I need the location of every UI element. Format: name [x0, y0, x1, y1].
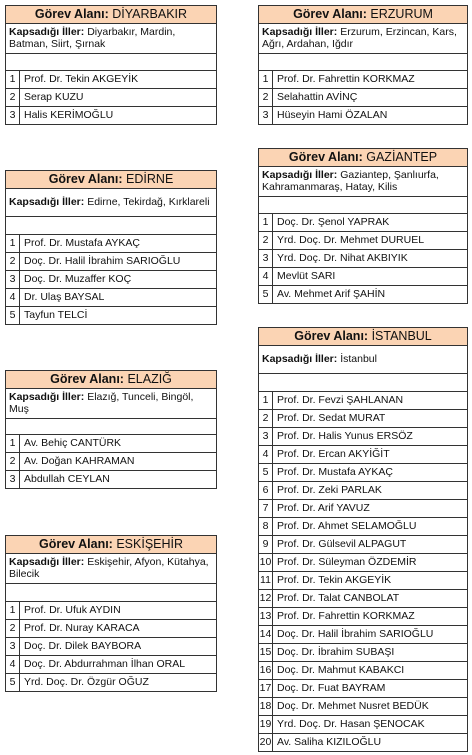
member-list [259, 71, 467, 124]
region-header: Görev Alanı: ESKİŞEHİR [6, 536, 216, 554]
member-name: Hüseyin Hami ÖZALAN [277, 109, 388, 121]
spacer-row [6, 217, 216, 235]
member-number: 13 [259, 608, 273, 625]
member-row [259, 626, 467, 644]
member-row [259, 71, 467, 89]
member-row [259, 446, 467, 464]
member-name: Doç. Dr. Halil İbrahim SARIOĞLU [277, 628, 434, 640]
member-name: Doç. Dr. Mahmut KABAKCI [277, 664, 405, 676]
member-number: 9 [259, 536, 273, 553]
member-number: 1 [259, 392, 273, 409]
member-number: 1 [6, 602, 20, 619]
provinces-list: Eskişehir, Afyon, Kütahya, Bilecik [9, 556, 209, 580]
member-number: 14 [259, 626, 273, 643]
member-row [259, 428, 467, 446]
member-row [6, 289, 216, 307]
region-box-istanbul [258, 327, 468, 752]
member-name: Prof. Dr. Süleyman ÖZDEMİR [277, 556, 417, 568]
member-number: 3 [259, 250, 273, 267]
member-number: 3 [6, 107, 20, 124]
region-header: Görev Alanı: GAZİANTEP [259, 149, 467, 167]
member-name: Yrd. Doç. Dr. Nihat AKBIYIK [277, 252, 408, 264]
member-number: 4 [6, 656, 20, 673]
region-header: Görev Alanı: DİYARBAKIR [6, 6, 216, 24]
member-number: 3 [6, 471, 20, 488]
member-name: Selahattin AVİNÇ [277, 91, 358, 103]
member-row [259, 89, 467, 107]
member-number: 2 [6, 89, 20, 106]
member-number: 10 [259, 554, 273, 571]
member-row [6, 107, 216, 124]
member-name: Prof. Dr. Ercan AKYİĞİT [277, 448, 390, 460]
provinces-list: Edirne, Tekirdağ, Kırklareli [87, 196, 210, 208]
member-number: 2 [259, 410, 273, 427]
member-number: 1 [6, 435, 20, 452]
member-row [6, 674, 216, 691]
member-row [6, 253, 216, 271]
region-title: İSTANBUL [371, 329, 432, 343]
region-box-gaziantep [258, 148, 468, 304]
member-number: 2 [6, 253, 20, 270]
provinces-list: Erzurum, Erzincan, Kars, Ağrı, Ardahan, Iğdır [262, 26, 457, 50]
member-list [6, 71, 216, 124]
member-number: 3 [6, 271, 20, 288]
provinces-list: Elazığ, Tunceli, Bingöl, Muş [9, 391, 194, 415]
member-name: Doç. Dr. Abdurrahman İlhan ORAL [24, 658, 186, 670]
member-number: 2 [259, 89, 273, 106]
member-name: Av. Mehmet Arif ŞAHİN [277, 288, 386, 300]
member-row [6, 307, 216, 324]
provinces-list: Diyarbakır, Mardin, Batman, Siirt, Şırnak [9, 26, 176, 50]
region-box-edirne [5, 170, 217, 325]
member-name: Doç. Dr. Fuat BAYRAM [277, 682, 386, 694]
provinces-list: İstanbul [340, 353, 377, 365]
member-row [259, 608, 467, 626]
spacer-row [6, 419, 216, 435]
region-title: ESKİŞEHİR [116, 537, 184, 551]
member-number: 5 [6, 674, 20, 691]
member-name: Prof. Dr. Mustafa AYKAÇ [24, 237, 140, 249]
spacer-row [259, 374, 467, 392]
member-row [259, 464, 467, 482]
member-name: Doç. Dr. Halil İbrahim SARIOĞLU [24, 255, 181, 267]
member-row [6, 620, 216, 638]
region-header: Görev Alanı: İSTANBUL [259, 328, 467, 346]
member-name: Doç. Dr. Dilek BAYBORA [24, 640, 142, 652]
member-number: 4 [6, 289, 20, 306]
member-number: 4 [259, 268, 273, 285]
region-title: ELAZIĞ [127, 372, 172, 386]
region-header: Görev Alanı: ELAZIĞ [6, 371, 216, 389]
member-name: Mevlüt SARI [277, 270, 336, 282]
region-title: DİYARBAKIR [112, 7, 188, 21]
member-name: Abdullah CEYLAN [24, 473, 110, 485]
provinces-list: Gaziantep, Şanlıurfa, Kahramanmaraş, Hatay, Kilis [262, 169, 439, 193]
member-name: Yrd. Doç. Dr. Mehmet DURUEL [277, 234, 425, 246]
member-number: 18 [259, 698, 273, 715]
member-name: Av. Behiç CANTÜRK [24, 437, 122, 449]
region-box-erzurum [258, 5, 468, 125]
member-name: Prof. Dr. Fahrettin KORKMAZ [277, 73, 415, 85]
member-row [259, 214, 467, 232]
provinces-cell: Kapsadığı İller: Diyarbakır, Mardin, Batman, Siirt, Şırnak [6, 24, 216, 54]
region-title: GAZİANTEP [366, 150, 438, 164]
member-number: 2 [259, 232, 273, 249]
member-list [6, 602, 216, 691]
region-title: EDİRNE [126, 172, 174, 186]
member-name: Av. Saliha KIZILOĞLU [277, 736, 382, 748]
region-box-diyarbakir [5, 5, 217, 125]
member-row [259, 680, 467, 698]
region-header: Görev Alanı: EDİRNE [6, 171, 216, 189]
member-row [259, 572, 467, 590]
member-number: 1 [6, 235, 20, 252]
member-row [259, 250, 467, 268]
member-number: 5 [6, 307, 20, 324]
member-row [259, 232, 467, 250]
member-name: Prof. Dr. Tekin AKGEYİK [277, 574, 392, 586]
member-row [259, 392, 467, 410]
member-number: 2 [6, 453, 20, 470]
member-number: 3 [259, 107, 273, 124]
member-name: Tayfun TELCİ [24, 309, 88, 321]
member-row [259, 662, 467, 680]
member-row [6, 453, 216, 471]
member-number: 3 [6, 638, 20, 655]
member-row [6, 656, 216, 674]
member-row [259, 590, 467, 608]
member-row [6, 271, 216, 289]
region-title: ERZURUM [370, 7, 433, 21]
member-name: Prof. Dr. Gülsevil ALPAGUT [277, 538, 407, 550]
spacer-row [6, 54, 216, 71]
member-name: Doç. Dr. İbrahim SUBAŞI [277, 646, 395, 658]
member-number: 11 [259, 572, 273, 589]
provinces-cell: Kapsadığı İller: Eskişehir, Afyon, Kütahya, Bilecik [6, 554, 216, 584]
member-number: 1 [6, 71, 20, 88]
provinces-cell: Kapsadığı İller: Gaziantep, Şanlıurfa, Kahramanmaraş, Hatay, Kilis [259, 167, 467, 197]
member-row [6, 71, 216, 89]
member-number: 4 [259, 446, 273, 463]
member-row [6, 638, 216, 656]
member-list [259, 392, 467, 751]
member-number: 19 [259, 716, 273, 733]
member-number: 15 [259, 644, 273, 661]
member-row [259, 698, 467, 716]
member-number: 2 [6, 620, 20, 637]
region-header: Görev Alanı: ERZURUM [259, 6, 467, 24]
spacer-row [259, 197, 467, 214]
provinces-cell: Kapsadığı İller: Elazığ, Tunceli, Bingöl, Muş [6, 389, 216, 419]
member-row [259, 500, 467, 518]
member-row [6, 235, 216, 253]
member-list [6, 235, 216, 324]
member-row [259, 518, 467, 536]
member-name: Doç. Dr. Şenol YAPRAK [277, 216, 390, 228]
member-name: Prof. Dr. Talat CANBOLAT [277, 592, 400, 604]
member-row [6, 89, 216, 107]
member-name: Doç. Dr. Mehmet Nusret BEDÜK [277, 700, 429, 712]
member-number: 1 [259, 71, 273, 88]
member-number: 17 [259, 680, 273, 697]
member-name: Dr. Ulaş BAYSAL [24, 291, 105, 303]
member-name: Prof. Dr. Zeki PARLAK [277, 484, 382, 496]
member-row [259, 734, 467, 751]
member-name: Prof. Dr. Fahrettin KORKMAZ [277, 610, 415, 622]
member-number: 7 [259, 500, 273, 517]
region-box-eskisehir [5, 535, 217, 692]
provinces-cell: Kapsadığı İller: Edirne, Tekirdağ, Kırklareli [6, 189, 216, 217]
member-number: 3 [259, 428, 273, 445]
member-row [259, 286, 467, 303]
member-name: Prof. Dr. Tekin AKGEYİK [24, 73, 139, 85]
member-row [259, 644, 467, 662]
member-number: 16 [259, 662, 273, 679]
member-row [259, 554, 467, 572]
member-name: Prof. Dr. Ahmet SELAMOĞLU [277, 520, 417, 532]
member-list [259, 214, 467, 303]
member-name: Yrd. Doç. Dr. Hasan ŞENOCAK [277, 718, 425, 730]
member-number: 12 [259, 590, 273, 607]
member-number: 5 [259, 464, 273, 481]
region-box-elazig [5, 370, 217, 489]
member-row [259, 410, 467, 428]
member-row [259, 268, 467, 286]
member-row [259, 107, 467, 124]
member-name: Yrd. Doç. Dr. Özgür OĞUZ [24, 676, 149, 688]
member-name: Av. Doğan KAHRAMAN [24, 455, 135, 467]
member-name: Doç. Dr. Muzaffer KOÇ [24, 273, 132, 285]
member-number: 8 [259, 518, 273, 535]
member-name: Prof. Dr. Halis Yunus ERSÖZ [277, 430, 413, 442]
member-name: Prof. Dr. Ufuk AYDIN [24, 604, 121, 616]
member-number: 6 [259, 482, 273, 499]
member-name: Prof. Dr. Fevzi ŞAHLANAN [277, 394, 404, 406]
member-row [6, 435, 216, 453]
member-number: 5 [259, 286, 273, 303]
member-number: 1 [259, 214, 273, 231]
member-name: Prof. Dr. Mustafa AYKAÇ [277, 466, 393, 478]
member-name: Prof. Dr. Nuray KARACA [24, 622, 140, 634]
provinces-cell: Kapsadığı İller: İstanbul [259, 346, 467, 374]
member-number: 20 [259, 734, 273, 751]
provinces-cell: Kapsadığı İller: Erzurum, Erzincan, Kars, Ağrı, Ardahan, Iğdır [259, 24, 467, 54]
member-list [6, 435, 216, 488]
spacer-row [259, 54, 467, 71]
member-row [6, 471, 216, 488]
member-row [259, 482, 467, 500]
member-row [259, 716, 467, 734]
member-row [6, 602, 216, 620]
member-name: Halis KERİMOĞLU [24, 109, 114, 121]
member-row [259, 536, 467, 554]
member-name: Serap KUZU [24, 91, 84, 103]
spacer-row [6, 584, 216, 602]
member-name: Prof. Dr. Arif YAVUZ [277, 502, 370, 514]
member-name: Prof. Dr. Sedat MURAT [277, 412, 386, 424]
